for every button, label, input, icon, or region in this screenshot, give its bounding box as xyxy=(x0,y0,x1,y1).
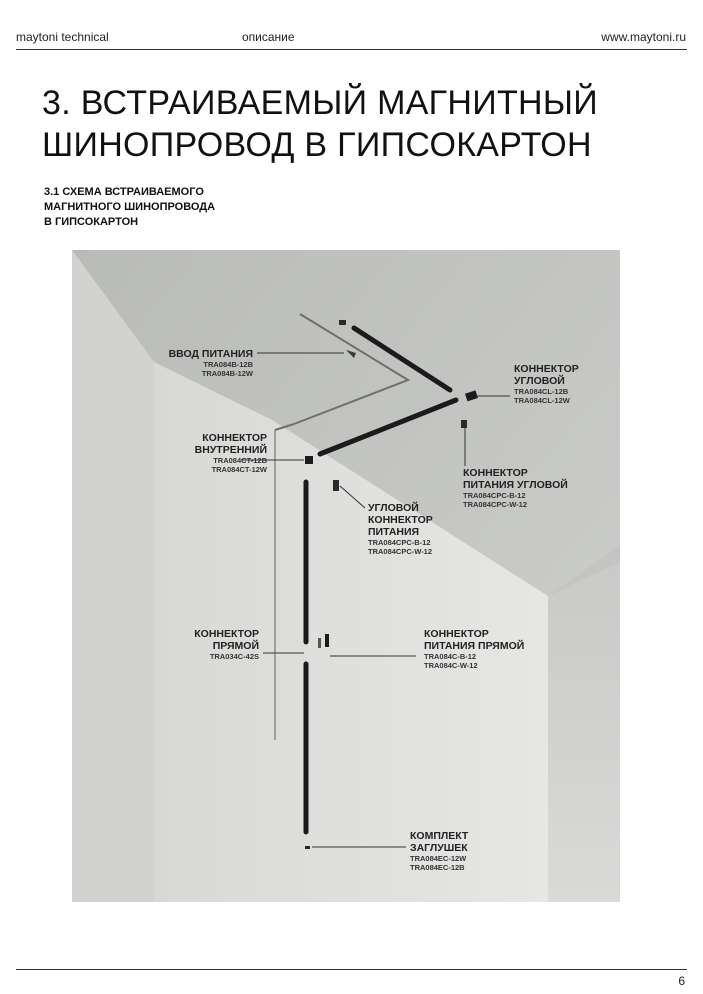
track-end-part xyxy=(339,320,346,325)
label-power-input-code-1: TRA084B-12B xyxy=(203,360,253,369)
label-corner-connector-name-2: УГЛОВОЙ xyxy=(514,375,565,387)
label-corner-connector-name-1: КОННЕКТОР xyxy=(514,363,579,375)
label-end-caps-code-1: TRA084EC-12W xyxy=(410,854,467,863)
label-angular-power-name-2: КОННЕКТОР xyxy=(368,514,433,526)
label-angular-power-connector xyxy=(368,502,433,556)
section-subtitle xyxy=(44,185,304,230)
label-power-input-name: ВВОД ПИТАНИЯ xyxy=(168,348,253,360)
footer-divider xyxy=(16,969,687,970)
angular-power-part xyxy=(333,480,339,491)
label-angular-power-code-1: TRA084CPC-B-12 xyxy=(368,538,431,547)
label-end-caps xyxy=(410,830,468,872)
label-corner-power-connector xyxy=(463,467,568,509)
label-end-caps-name-1: КОМПЛЕКТ xyxy=(410,830,469,842)
page-title xyxy=(42,82,662,166)
label-straight-power-name-2: ПИТАНИЯ ПРЯМОЙ xyxy=(424,640,525,652)
label-straight-power-code-1: TRA084C-B-12 xyxy=(424,652,477,661)
label-inner-connector-name-2: ВНУТРЕННИЙ xyxy=(194,444,267,456)
corner-power-part xyxy=(461,420,467,428)
subtitle-line-2: МАГНИТНОГО ШИНОПРОВОДА xyxy=(44,201,216,213)
label-power-input xyxy=(169,348,253,378)
straight-power-connector-part xyxy=(325,634,329,647)
label-straight-connector-name-2: ПРЯМОЙ xyxy=(212,640,259,652)
page-title-line-2: ШИНОПРОВОД В ГИПСОКАРТОН xyxy=(42,126,592,164)
label-end-caps-code-2: TRA084EC-12B xyxy=(410,863,465,872)
label-straight-connector xyxy=(194,628,259,661)
subtitle-line-1: 3.1 СХЕМА ВСТРАИВАЕМОГО xyxy=(44,186,204,198)
label-straight-connector-code-1: TRA034C-42S xyxy=(209,652,259,661)
straight-connector-part xyxy=(318,638,321,648)
label-angular-power-name-3: ПИТАНИЯ xyxy=(368,526,420,538)
right-wall xyxy=(548,562,620,902)
label-power-input-code-2: TRA084B-12W xyxy=(201,369,253,378)
track-scheme-illustration xyxy=(72,250,620,902)
end-cap-part xyxy=(305,846,310,849)
label-corner-power-code-2: TRA084CPC-W-12 xyxy=(463,500,528,509)
label-inner-connector-name-1: КОННЕКТОР xyxy=(202,432,267,444)
label-inner-connector xyxy=(195,432,267,474)
page-number: 6 xyxy=(678,974,685,988)
label-straight-power-code-2: TRA084C-W-12 xyxy=(424,661,478,670)
label-angular-power-name-1: УГЛОВОЙ xyxy=(368,502,419,514)
label-corner-power-code-1: TRA084CPC-B-12 xyxy=(463,491,526,500)
header-divider xyxy=(16,49,687,50)
website-link[interactable]: www.maytoni.ru xyxy=(601,30,686,44)
label-straight-power-connector xyxy=(424,628,524,670)
label-straight-connector-name-1: КОННЕКТОР xyxy=(194,628,259,640)
label-inner-connector-code-2: TRA084CT-12W xyxy=(211,465,267,474)
page-title-line-1: 3. ВСТРАИВАЕМЫЙ МАГНИТНЫЙ xyxy=(42,84,599,122)
section-name: описание xyxy=(242,30,295,44)
label-corner-power-name-2: ПИТАНИЯ УГЛОВОЙ xyxy=(463,479,568,491)
track-scheme-photo xyxy=(72,250,620,902)
label-straight-power-name-1: КОННЕКТОР xyxy=(424,628,489,640)
label-inner-connector-code-1: TRA084CT-12B xyxy=(213,456,267,465)
label-corner-connector xyxy=(514,363,579,405)
label-corner-power-name-1: КОННЕКТОР xyxy=(463,467,528,479)
subtitle-line-3: В ГИПСОКАРТОН xyxy=(44,216,139,228)
label-end-caps-name-2: ЗАГЛУШЕК xyxy=(410,842,468,854)
label-angular-power-code-2: TRA084CPC-W-12 xyxy=(368,547,433,556)
label-corner-connector-code-1: TRA084CL-12B xyxy=(514,387,569,396)
brand-name: maytoni technical xyxy=(16,30,109,44)
label-corner-connector-code-2: TRA084CL-12W xyxy=(514,396,570,405)
left-wall xyxy=(72,250,154,902)
inner-connector-part xyxy=(305,456,313,464)
